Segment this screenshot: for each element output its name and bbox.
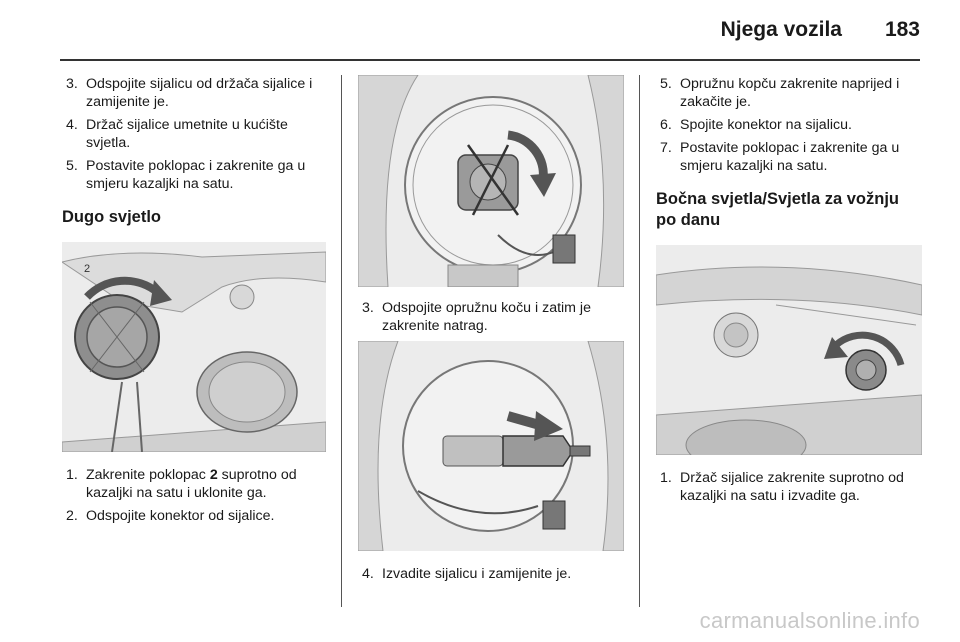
- list-item: 4. Držač sijalice umetnite u kućište svjetla.: [66, 117, 288, 151]
- illustration-high-beam-cover: [62, 242, 326, 452]
- column-divider-2: [639, 75, 640, 607]
- steps-list-bottom: [358, 565, 624, 583]
- section-title-side-lights: Bočna svjetla/Svjetla za vožnju po danu: [656, 190, 900, 229]
- steps-list-mid: [358, 299, 624, 335]
- list-item: 7. Postavite poklopac i zakrenite ga u smjeru kazaljki na satu.: [660, 140, 900, 174]
- list-item: 6. Spojite konektor na sijalicu.: [660, 117, 852, 133]
- column-1: [62, 75, 326, 530]
- list-item: 4. Izvadite sijalicu i zamijenite je.: [362, 566, 572, 582]
- header-divider: [60, 59, 920, 61]
- steps-list-top: [62, 75, 326, 193]
- column-2: [358, 75, 624, 588]
- section-title-high-beam: Dugo svjetlo: [62, 208, 162, 226]
- list-item: 3. Odspojite sijalicu od držača sijalice i zamijenite je.: [66, 76, 313, 110]
- watermark: carmanualsonline.info: [699, 608, 920, 633]
- page-header: [0, 0, 960, 62]
- svg-text:2: 2: [84, 263, 91, 275]
- steps-list-bottom: [656, 469, 922, 505]
- steps-list-bottom: [62, 466, 326, 525]
- column-3: [656, 75, 922, 510]
- list-item: 2. Odspojite konektor od sijalice.: [66, 508, 275, 524]
- column-divider-1: [341, 75, 342, 607]
- illustration-spring-clip: [358, 75, 624, 287]
- list-item: 1. Zakrenite poklopac 2 suprotno od kazaljki na satu i uklonite ga.: [66, 467, 297, 501]
- steps-list-top: [656, 75, 922, 175]
- list-item: 3. Odspojite opružnu koču i zatim je zakrenite natrag.: [362, 300, 591, 334]
- page-number: 183: [884, 18, 920, 41]
- illustration-bulb-removal: [358, 341, 624, 551]
- illustration-side-light-bulb: [656, 245, 922, 455]
- list-item: 5. Postavite poklopac i zakrenite ga u smjeru kazaljki na satu.: [66, 158, 306, 192]
- chapter-title: Njega vozila: [720, 18, 842, 41]
- list-item: 5. Opružnu kopču zakrenite naprijed i zakačite je.: [660, 76, 900, 110]
- list-item: 1. Držač sijalice zakrenite suprotno od kazaljki na satu i izvadite ga.: [660, 470, 904, 504]
